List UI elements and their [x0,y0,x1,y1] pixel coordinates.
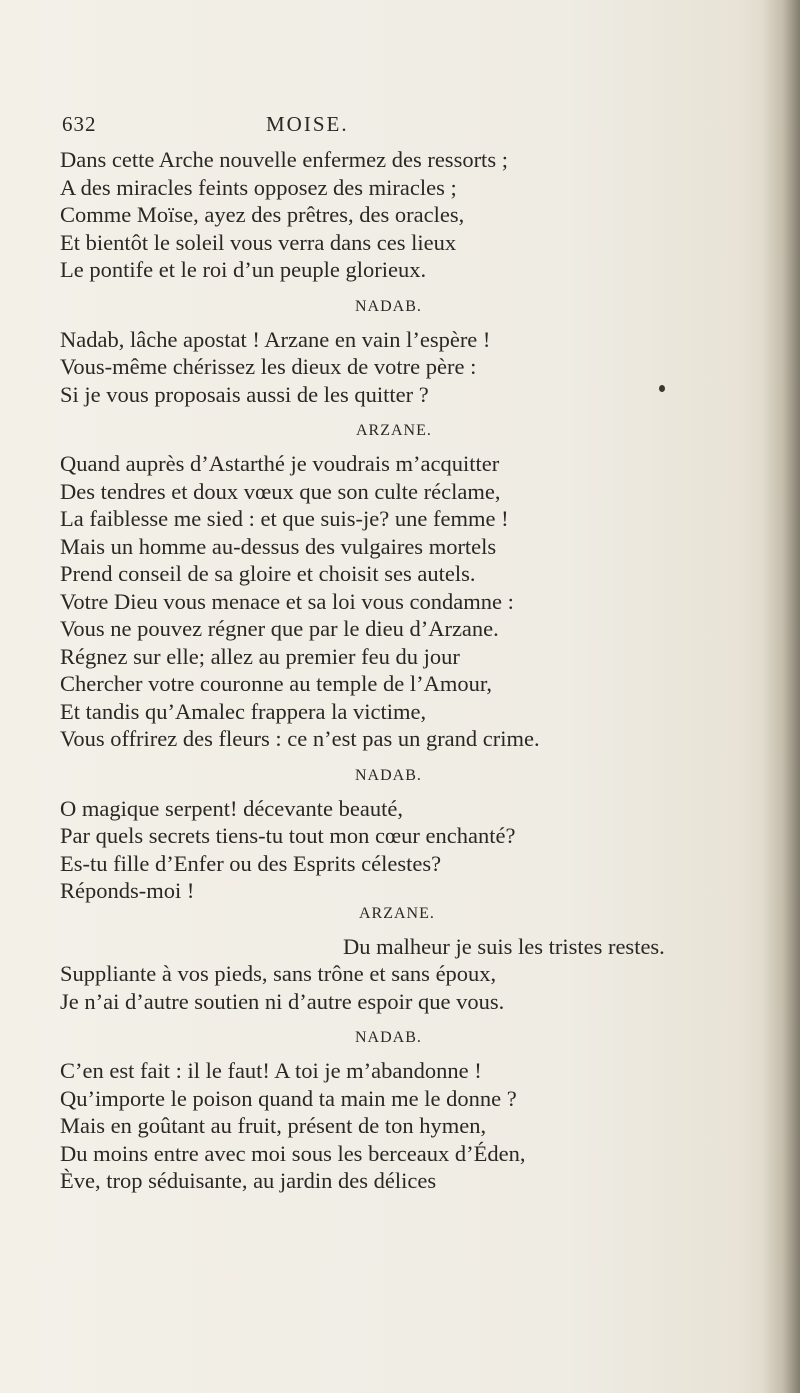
verse-line: Le pontife et le roi d’un peuple glorieux. [60,257,427,282]
verse-line: Ève, trop séduisante, au jardin des délices [60,1168,437,1193]
verse-line: Nadab, lâche apostat ! Arzane en vain l’espère ! [60,326,491,352]
verse-line: Chercher votre couronne au temple de l’Amour, [60,671,493,696]
verse-line: Je n’ai d’autre soutien ni d’autre espoir que vous. [60,988,505,1014]
verse-line: Régnez sur elle; allez au premier feu du jour [60,643,460,669]
speaker-name: ARZANE. [356,422,432,439]
page-gutter-shadow [762,0,800,1393]
verse-line: Qu’importe le poison quand ta main me le donne ? [60,1085,517,1111]
speaker-name: NADAB. [355,297,422,315]
verse-line: Réponds-moi ! [60,878,195,903]
verse-line: Vous offrirez des fleurs : ce n’est pas un grand crime. [60,726,540,751]
verse-line: Dans cette Arche nouvelle enfermez des ressorts ; [60,147,508,172]
verse-line: Comme Moïse, ayez des prêtres, des oracles, [60,202,465,227]
verse-line: A des miracles feints opposez des miracles ; [60,174,457,200]
verse-text [60,146,760,1195]
verse-line: Mais un homme au-dessus des vulgaires mortels [60,533,497,559]
verse-line: Vous-même chérissez les dieux de votre père : [60,354,477,379]
verse-line: Des tendres et doux vœux que son culte réclame, [60,478,501,504]
verse-line: Prend conseil de sa gloire et choisit ses autels. [60,561,476,586]
verse-line: Vous ne pouvez régner que par le dieu d’Arzane. [60,616,499,641]
page-number: 632 [62,112,97,136]
verse-line: C’en est fait : il le faut! A toi je m’abandonne ! [60,1058,482,1083]
verse-line: Si je vous proposais aussi de les quitter ? [60,381,429,407]
verse-line: Par quels secrets tiens-tu tout mon cœur enchanté? [60,823,516,848]
verse-line: Es-tu fille d’Enfer ou des Esprits célestes? [60,850,442,876]
verse-line: Mais en goûtant au fruit, présent de ton hymen, [60,1113,487,1138]
verse-line: Du moins entre avec moi sous les berceaux d’Éden, [60,1140,526,1166]
verse-line: Et tandis qu’Amalec frappera la victime, [60,698,427,724]
verse-line: Votre Dieu vous menace et sa loi vous condamne : [60,588,514,614]
speaker-name: NADAB. [355,766,422,784]
verse-line: O magique serpent! décevante beauté, [60,795,403,821]
verse-line: Quand auprès d’Astarthé je voudrais m’acquitter [60,451,500,476]
speaker-name: ARZANE. [359,904,435,922]
speaker-name: NADAB. [355,1029,422,1046]
running-title: MOISE. [266,112,349,136]
verse-line: Du malheur je suis les tristes restes. [343,933,665,959]
verse-line: Suppliante à vos pieds, sans trône et sans époux, [60,961,497,986]
verse-line: La faiblesse me sied : et que suis-je? une femme ! [60,506,509,531]
page-header [58,112,618,142]
verse-line: Et bientôt le soleil vous verra dans ces lieux [60,229,457,255]
